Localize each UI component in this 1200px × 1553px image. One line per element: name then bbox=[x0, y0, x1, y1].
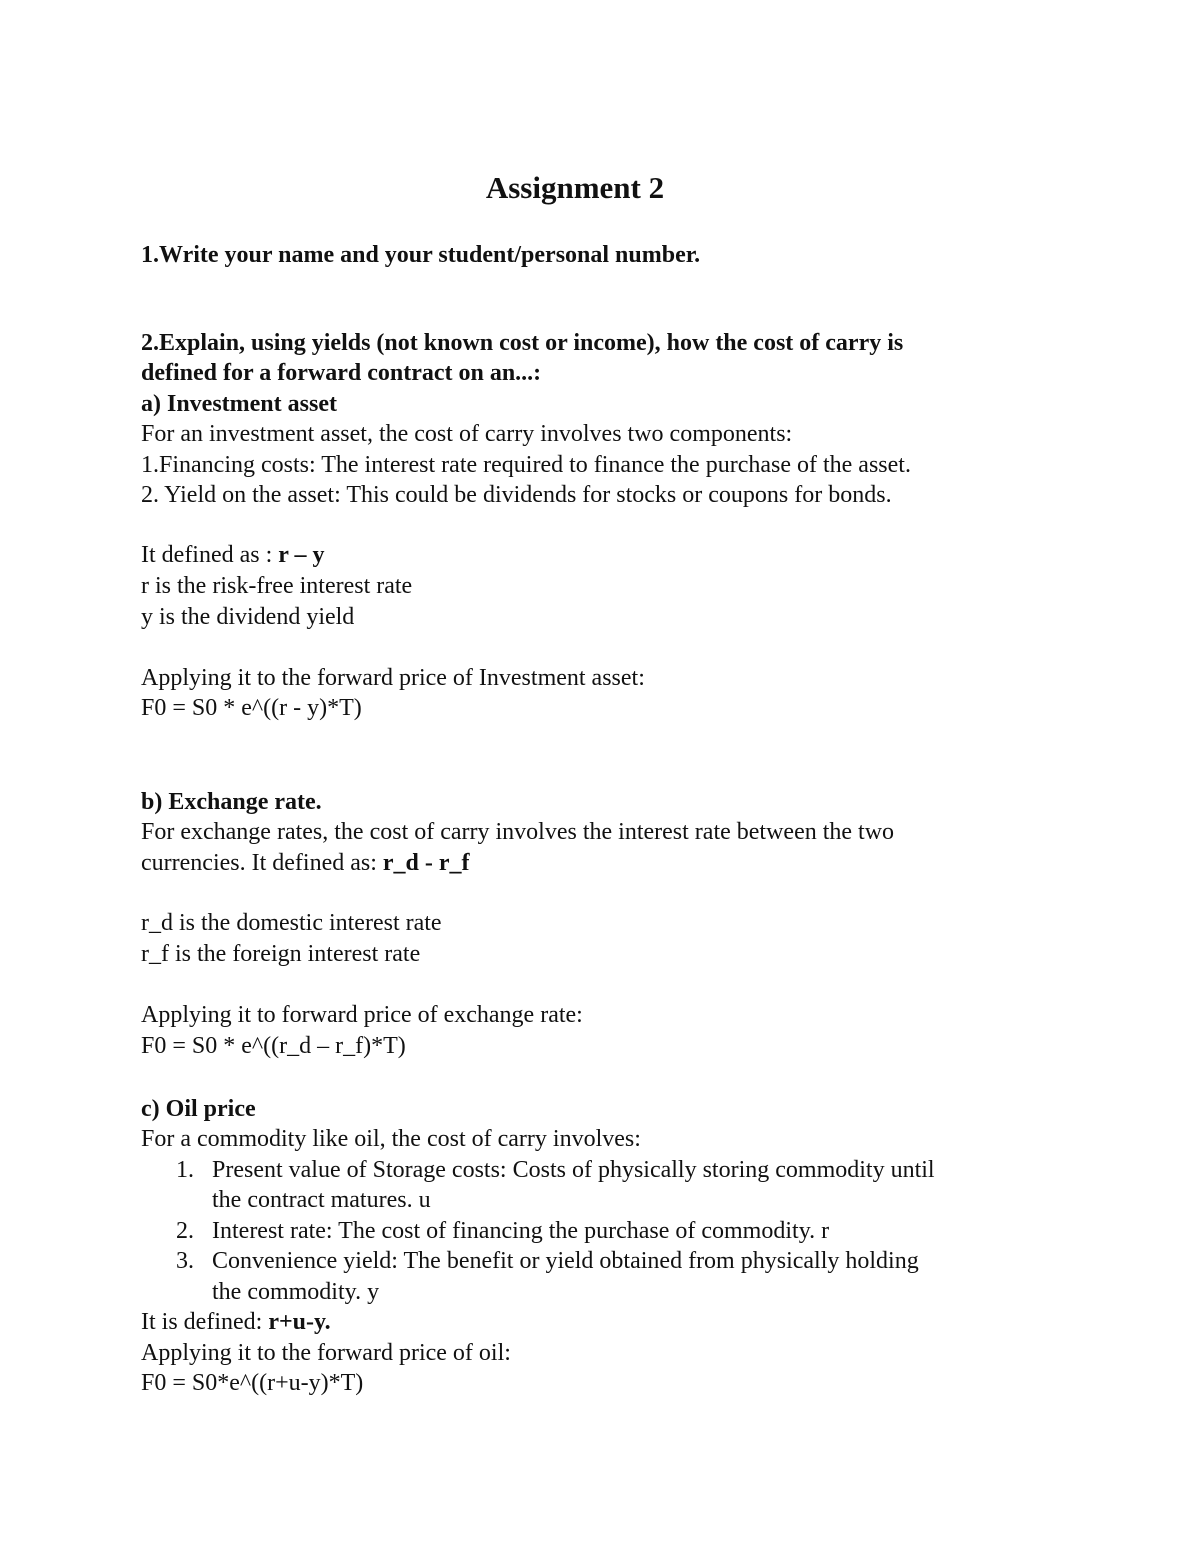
part-a-definition-prefix: It defined as : bbox=[141, 542, 279, 568]
part-b-var-rd: r_d is the domestic interest rate bbox=[141, 910, 442, 936]
part-b-definition bbox=[141, 848, 470, 878]
part-c-item-3-line-1: Convenience yield: The benefit or yield obtained from physically holding bbox=[212, 1248, 919, 1274]
part-c-definition-prefix: It is defined: bbox=[141, 1309, 269, 1335]
question-2-line-1: 2.Explain, using yields (not known cost or income), how the cost of carry is bbox=[141, 330, 904, 356]
part-b-definition-prefix: currencies. It defined as: bbox=[141, 850, 383, 876]
part-c-item-1-line-1: Present value of Storage costs: Costs of physically storing commodity until bbox=[212, 1157, 935, 1183]
part-c-item-1-number: 1. bbox=[176, 1157, 194, 1183]
part-c-item-2-line-1: Interest rate: The cost of financing the purchase of commodity. r bbox=[212, 1218, 830, 1244]
part-a-intro: For an investment asset, the cost of carry involves two components: bbox=[141, 421, 793, 447]
part-a-var-y: y is the dividend yield bbox=[141, 604, 355, 630]
part-b-var-rf: r_f is the foreign interest rate bbox=[141, 941, 421, 967]
question-2-line-2: defined for a forward contract on an...: bbox=[141, 360, 542, 386]
part-c-applying: Applying it to the forward price of oil: bbox=[141, 1340, 511, 1366]
part-b-intro: For exchange rates, the cost of carry involves the interest rate between the two bbox=[141, 819, 895, 845]
part-c-heading: c) Oil price bbox=[141, 1096, 256, 1122]
part-a-var-r: r is the risk-free interest rate bbox=[141, 573, 413, 599]
part-c-formula: F0 = S0*e^((r+u-y)*T) bbox=[141, 1370, 364, 1396]
part-a-applying: Applying it to the forward price of Investment asset: bbox=[141, 665, 645, 691]
part-c-definition bbox=[141, 1307, 331, 1337]
part-c-item-3-line-2: the commodity. y bbox=[212, 1279, 380, 1305]
part-c-definition-formula: r+u-y. bbox=[268, 1309, 331, 1335]
page-title: Assignment 2 bbox=[485, 170, 665, 205]
part-c-item-1-line-2: the contract matures. u bbox=[212, 1187, 431, 1213]
part-c-item-2-number: 2. bbox=[176, 1218, 194, 1244]
part-a-formula: F0 = S0 * e^((r - y)*T) bbox=[141, 695, 362, 721]
part-a-item-2: 2. Yield on the asset: This could be dividends for stocks or coupons for bonds. bbox=[141, 482, 892, 508]
part-a-definition bbox=[141, 540, 325, 570]
part-b-heading: b) Exchange rate. bbox=[141, 789, 322, 815]
part-b-definition-formula: r_d - r_f bbox=[382, 850, 470, 876]
part-b-formula: F0 = S0 * e^((r_d – r_f)*T) bbox=[141, 1033, 406, 1059]
part-b-applying: Applying it to forward price of exchange rate: bbox=[141, 1002, 583, 1028]
part-c-item-3-number: 3. bbox=[176, 1248, 194, 1274]
part-a-item-1: 1.Financing costs: The interest rate required to finance the purchase of the asset. bbox=[141, 452, 911, 478]
question-1: 1.Write your name and your student/personal number. bbox=[141, 242, 701, 268]
part-a-heading: a) Investment asset bbox=[141, 391, 337, 417]
part-a-definition-formula: r – y bbox=[278, 542, 325, 568]
part-c-intro: For a commodity like oil, the cost of carry involves: bbox=[141, 1126, 641, 1152]
